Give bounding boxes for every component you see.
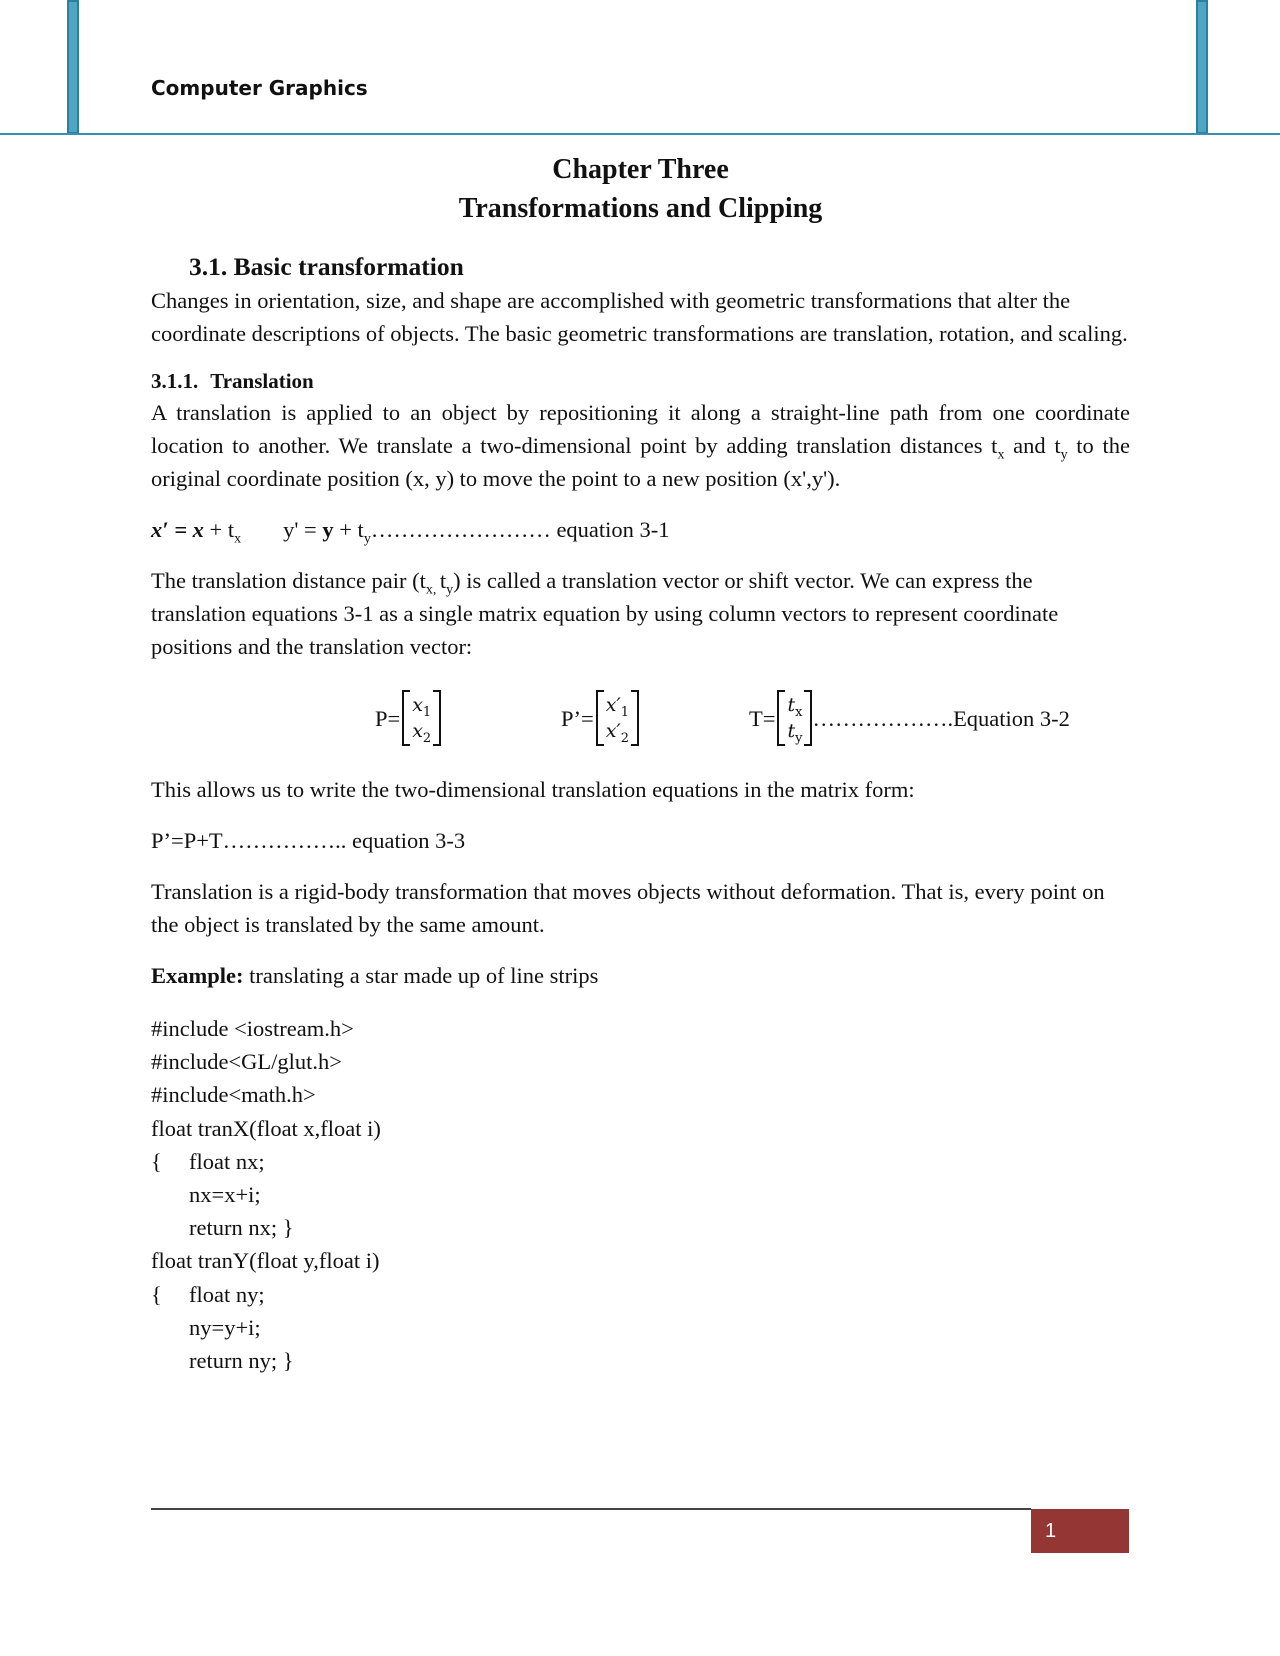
code-text: float nx; [189,1148,265,1174]
section-intro: Changes in orientation, size, and shape are accomplished with geometric transformations that alter the coordinate descriptions of objects. The basic geometric transformations are translation, rotation, and scaling. [151,288,1128,346]
text-span: ) is called a translation vector or shift vector. We can express the translation equations 3-1 as a single matrix equation by using column vectors to represent coordinate positions and the translation vector: [151,568,1059,659]
code-brace: { [151,1281,162,1307]
code-line [151,1145,1130,1178]
subsection-title: Translation [210,369,314,393]
subscript: x [997,447,1005,463]
chapter-number: Chapter Three [552,154,729,185]
matrix-entry: $t_y$ [787,720,803,746]
subscript: y [363,531,371,547]
matrix-label: P= [375,705,401,731]
matrix-p [375,681,441,755]
code-line: #include<GL/glut.h> [151,1049,342,1075]
page-content [151,150,1130,1377]
matrix-entry: $x_2$ [412,720,432,746]
code-listing [151,1012,1130,1377]
code-line: float tranY(float y,float i) [151,1248,380,1274]
header-tab-right [1196,0,1208,134]
matrix-t [749,681,1070,755]
code-line: #include<math.h> [151,1082,316,1108]
eq-dots: …………………… [370,517,551,542]
matrix-form-paragraph: This allows us to write the two-dimensional translation equations in the matrix form: [151,777,915,802]
text-span: t [439,568,447,593]
subscript: y [446,582,454,598]
header-title: Computer Graphics [151,76,368,100]
text-span: The translation distance pair (t [151,568,426,593]
example-label: Example: [151,963,244,988]
text-span: to the original coordinate position (x, y) to move the point to a new position (x',y'). [151,433,1130,491]
footer-rule [151,1508,1031,1510]
code-line: #include <iostream.h> [151,1016,354,1041]
section-heading: 3.1. Basic transformation [189,252,464,281]
code-line: ny=y+i; [189,1314,261,1340]
subscript: y [1060,447,1068,463]
subsection-heading [151,366,1130,396]
text-span: and t [1004,433,1061,458]
matrix-entry: $x'_1$ [605,694,630,720]
eq-y-plus: + t [333,517,364,542]
matrix-bracket [402,690,441,746]
translation-paragraph [151,396,1130,495]
subscript: x [234,531,242,547]
code-line: float tranX(float x,float i) [151,1115,381,1141]
equation-3-1 [151,513,1130,546]
code-line: nx=x+i; [189,1182,261,1208]
header-rule [0,133,1280,135]
code-line: return ny; } [189,1348,294,1374]
translation-vector-paragraph [151,564,1130,663]
subscript: x, [425,582,440,598]
rigid-body-paragraph: Translation is a rigid-body transformation that moves objects without deformation. That is, every point on the object is translated by the same amount. [151,879,1105,937]
eq-x-plus: + t [203,517,235,542]
equation-3-3: P’=P+T…………….. equation 3-3 [151,828,466,853]
eq-dots: ………………. [812,705,954,731]
matrix-bracket [777,690,812,746]
chapter-title [151,150,1130,228]
matrix-label: P’= [561,705,594,731]
code-text: float ny; [189,1281,265,1307]
subsection-number: 3.1.1. [151,369,199,393]
code-line: return nx; } [189,1215,294,1241]
text-span: A translation is applied to an object by repositioning it along a straight-line path from one coordinate location to another. We translate a two-dimensional point by adding translation distances t [151,400,1130,458]
matrix-entry: $x'_2$ [605,720,630,746]
equation-3-2 [151,681,1130,755]
code-brace: { [151,1148,162,1174]
page-number: 1 [1031,1509,1129,1553]
header-tab-left [67,0,79,134]
matrix-entry: $x_1$ [412,694,432,720]
chapter-name: Transformations and Clipping [458,193,823,224]
matrix-p-prime [561,681,639,755]
example-text: translating a star made up of line strips [243,963,599,988]
example-line [151,959,1130,992]
matrix-label: T= [749,705,776,731]
eq-y-bold: y [322,517,334,542]
eq-y-prefix: y' = [283,517,323,542]
eq-x-expr: x′ = x [151,517,204,542]
matrix-bracket [596,690,639,746]
code-line [151,1278,1130,1311]
eq-label: equation 3-1 [550,517,670,542]
eq-label: Equation 3-2 [953,705,1070,731]
matrix-entry: $t_x$ [787,694,803,720]
